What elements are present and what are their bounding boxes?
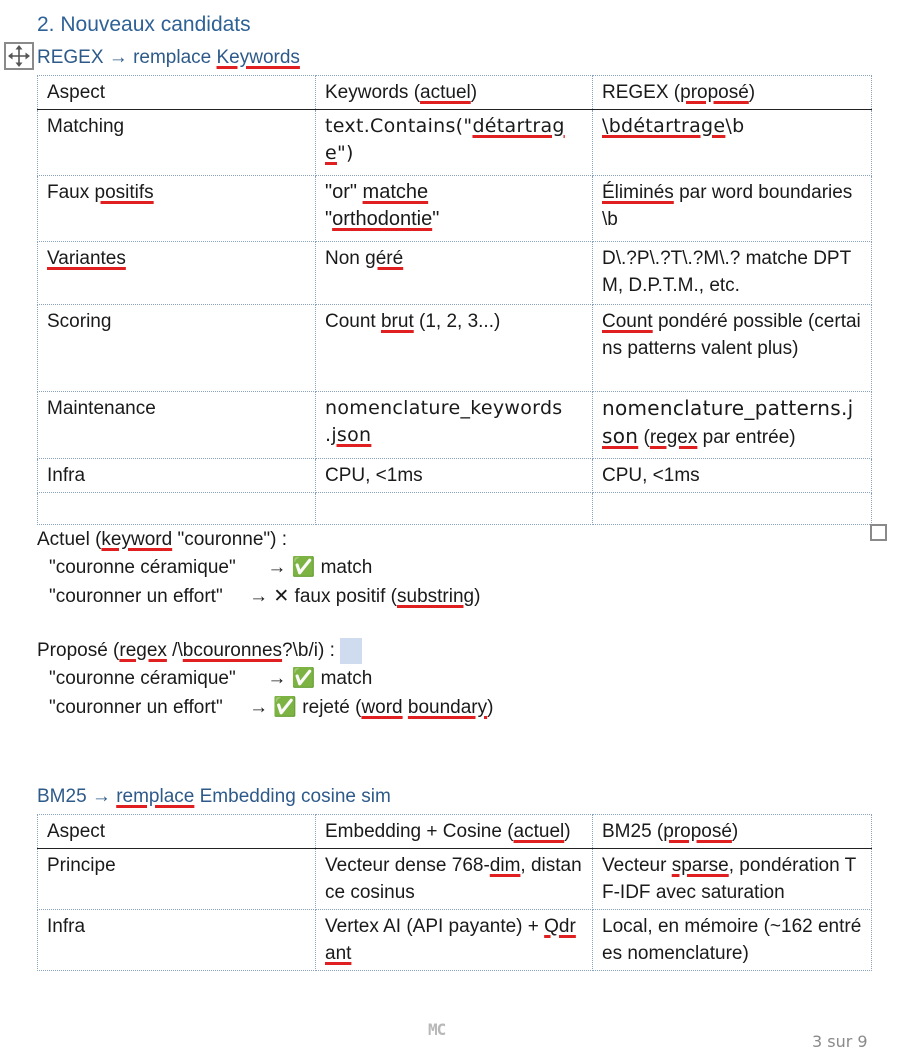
- cell-regex: CPU, <1ms: [593, 459, 872, 493]
- cell-embedding: Vecteur dense 768-dim, distance cosinus: [316, 849, 593, 910]
- table-row: [38, 459, 872, 493]
- table-row: [38, 849, 872, 910]
- table-row: [38, 242, 872, 305]
- regex-comparison-table[interactable]: [37, 75, 872, 525]
- table-move-handle[interactable]: [4, 42, 34, 70]
- bm25-comparison-table[interactable]: [37, 814, 872, 971]
- cell-keywords: nomenclature_keywords .json: [316, 392, 593, 459]
- cell-keywords: Non géré: [316, 242, 593, 305]
- cell-regex: Count pondéré possible (certains patterns valent plus): [593, 305, 872, 392]
- table-row: [38, 392, 872, 459]
- page-number: 3 sur 9: [812, 1032, 868, 1051]
- table-header-row: [38, 815, 872, 849]
- bm25-heading: BM25 → remplace Embedding cosine sim: [37, 786, 391, 807]
- example-actuel-label: Actuel (keyword "couronne") :: [37, 529, 288, 550]
- footer-logo: MC: [428, 1020, 446, 1039]
- cell-bm25: Vecteur sparse, pondération TF-IDF avec saturation: [593, 849, 872, 910]
- move-arrows-icon: [8, 45, 30, 67]
- regex-heading-keyword: Keywords: [216, 47, 300, 68]
- example-propose-line-1: "couronne céramique" → ✅ match: [49, 668, 373, 689]
- example-actuel-line-2: "couronner un effort" → ✕ faux positif (substring): [49, 586, 481, 607]
- header-keywords: Keywords (actuel): [316, 76, 593, 110]
- cell-regex: Éliminés par word boundaries \b: [593, 176, 872, 242]
- cell-regex: nomenclature_patterns.j son (regex par entrée): [593, 392, 872, 459]
- cell-aspect: Infra: [38, 910, 316, 971]
- cell-aspect: Maintenance: [38, 392, 316, 459]
- table-empty-row[interactable]: [38, 493, 872, 525]
- header-aspect: Aspect: [38, 76, 316, 110]
- cell-keywords: "or" matche "orthodontie": [316, 176, 593, 242]
- cell-aspect: Scoring: [38, 305, 316, 392]
- table-row: [38, 910, 872, 971]
- cell-embedding: Vertex AI (API payante) + Qdrant: [316, 910, 593, 971]
- regex-heading: [37, 47, 300, 69]
- header-aspect: Aspect: [38, 815, 316, 849]
- example-propose-label: Proposé (regex /\bcouronnes?\b/i) :: [37, 637, 362, 665]
- cell-aspect: Faux positifs: [38, 176, 316, 242]
- cell-regex: D\.?P\.?T\.?M\.? matche DPTM, D.P.T.M., etc.: [593, 242, 872, 305]
- cell-aspect: Variantes: [38, 242, 316, 305]
- header-bm25: BM25 (proposé): [593, 815, 872, 849]
- cell-keywords: Count brut (1, 2, 3...): [316, 305, 593, 392]
- table-row: [38, 176, 872, 242]
- cell-bm25: Local, en mémoire (~162 entrées nomenclature): [593, 910, 872, 971]
- cell-keywords: text.Contains("détartrag e"): [316, 110, 593, 176]
- cell-aspect: Infra: [38, 459, 316, 493]
- header-embedding: Embedding + Cosine (actuel): [316, 815, 593, 849]
- section-title: 2. Nouveaux candidats: [37, 13, 251, 36]
- header-regex: REGEX (proposé): [593, 76, 872, 110]
- table-header-row: [38, 76, 872, 110]
- table-resize-handle[interactable]: [870, 524, 887, 541]
- cell-aspect: Matching: [38, 110, 316, 176]
- cell-aspect: Principe: [38, 849, 316, 910]
- example-actuel-line-1: "couronne céramique" → ✅ match: [49, 557, 373, 578]
- table-row: [38, 305, 872, 392]
- regex-heading-text: REGEX → remplace: [37, 47, 217, 68]
- text-cursor-highlight: [340, 638, 362, 664]
- table-row: [38, 110, 872, 176]
- cell-regex: \bdétartrage\b: [593, 110, 872, 176]
- cell-keywords: CPU, <1ms: [316, 459, 593, 493]
- example-propose-line-2: "couronner un effort" → ✅ rejeté (word boundary): [49, 697, 494, 718]
